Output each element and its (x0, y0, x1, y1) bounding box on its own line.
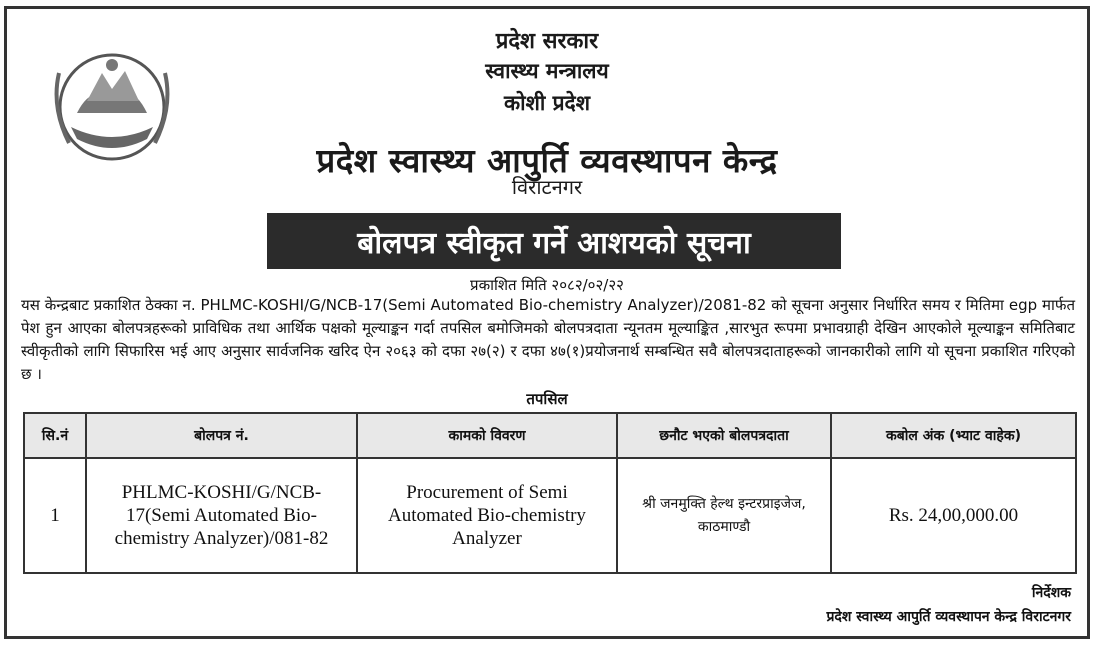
details-label: तपसिल (526, 390, 568, 408)
header-bid-amount: कबोल अंक (भ्याट वाहेक) (831, 413, 1076, 458)
notice-frame (4, 6, 1090, 639)
header-government: प्रदेश सरकार (495, 29, 599, 54)
notice-title-banner: बोलपत्र स्वीकृत गर्ने आशयको सूचना (267, 213, 841, 269)
header-selected-bidder: छनौट भएको बोलपत्रदाता (617, 413, 831, 458)
bid-table (23, 412, 1077, 574)
signature-title: निर्देशक (1031, 585, 1071, 601)
signature-office: प्रदेश स्वास्थ्य आपुर्ति व्यवस्थापन केन्द्र विराटनगर (826, 609, 1071, 625)
notice-body: यस केन्द्रबाट प्रकाशित ठेक्का न. PHLMC-KOSHI/G/NCB-17(Semi Automated Bio-chemistry Analyzer)/2081-82 को सूचना अनुसार निर्धारित समय र मितिमा egp मार्फत पेश हुन आएका बोलपत्रहरूको प्राविधिक तथा आर्थिक पक्षको मूल्याङ्कन गर्दा तपसिल बमोजिमको बोलपत्रदाता न्यूनतम मूल्याङ्कित ,सारभुत रूपमा प्रभावग्राही देखिन आएकोले मूल्याङ्कन समितिबाट स्वीकृतीको लागि सिफारिस भई आए अनुसार सार्वजनिक खरिद ऐन २०६३ को दफा २७(२) र दफा ४७(१)प्रयोजनार्थ सम्बन्धित सवै बोलपत्रदाताहरूको जानकारीको लागि यो सूचना प्रकाशित गरिएको छ । (21, 296, 1075, 383)
header-bid-number: बोलपत्र नं. (86, 413, 357, 458)
cell-bid-amount: Rs. 24,00,000.00 (831, 458, 1076, 573)
cell-bid-number: PHLMC-KOSHI/G/NCB-17(Semi Automated Bio-chemistry Analyzer)/081-82 (86, 458, 357, 573)
header-office: प्रदेश स्वास्थ्य आपुर्ति व्यवस्थापन केन्द्र (316, 141, 778, 180)
cell-serial: 1 (24, 458, 86, 573)
table-row (24, 458, 1076, 573)
cell-work-description: Procurement of Semi Automated Bio-chemistry Analyzer (357, 458, 617, 573)
header-ministry: स्वास्थ्य मन्त्रालय (485, 59, 609, 83)
header-city: विराटनगर (511, 175, 583, 199)
header-work-description: कामको विवरण (357, 413, 617, 458)
cell-selected-bidder: श्री जनमुक्ति हेल्थ इन्टरप्राइजेज, काठमाण्डौ (617, 458, 831, 573)
table-header-row (24, 413, 1076, 458)
header-serial: सि.नं (24, 413, 86, 458)
header-province: कोशी प्रदेश (504, 91, 590, 115)
published-date: प्रकाशित मिति २०८२/०२/२२ (470, 276, 624, 294)
